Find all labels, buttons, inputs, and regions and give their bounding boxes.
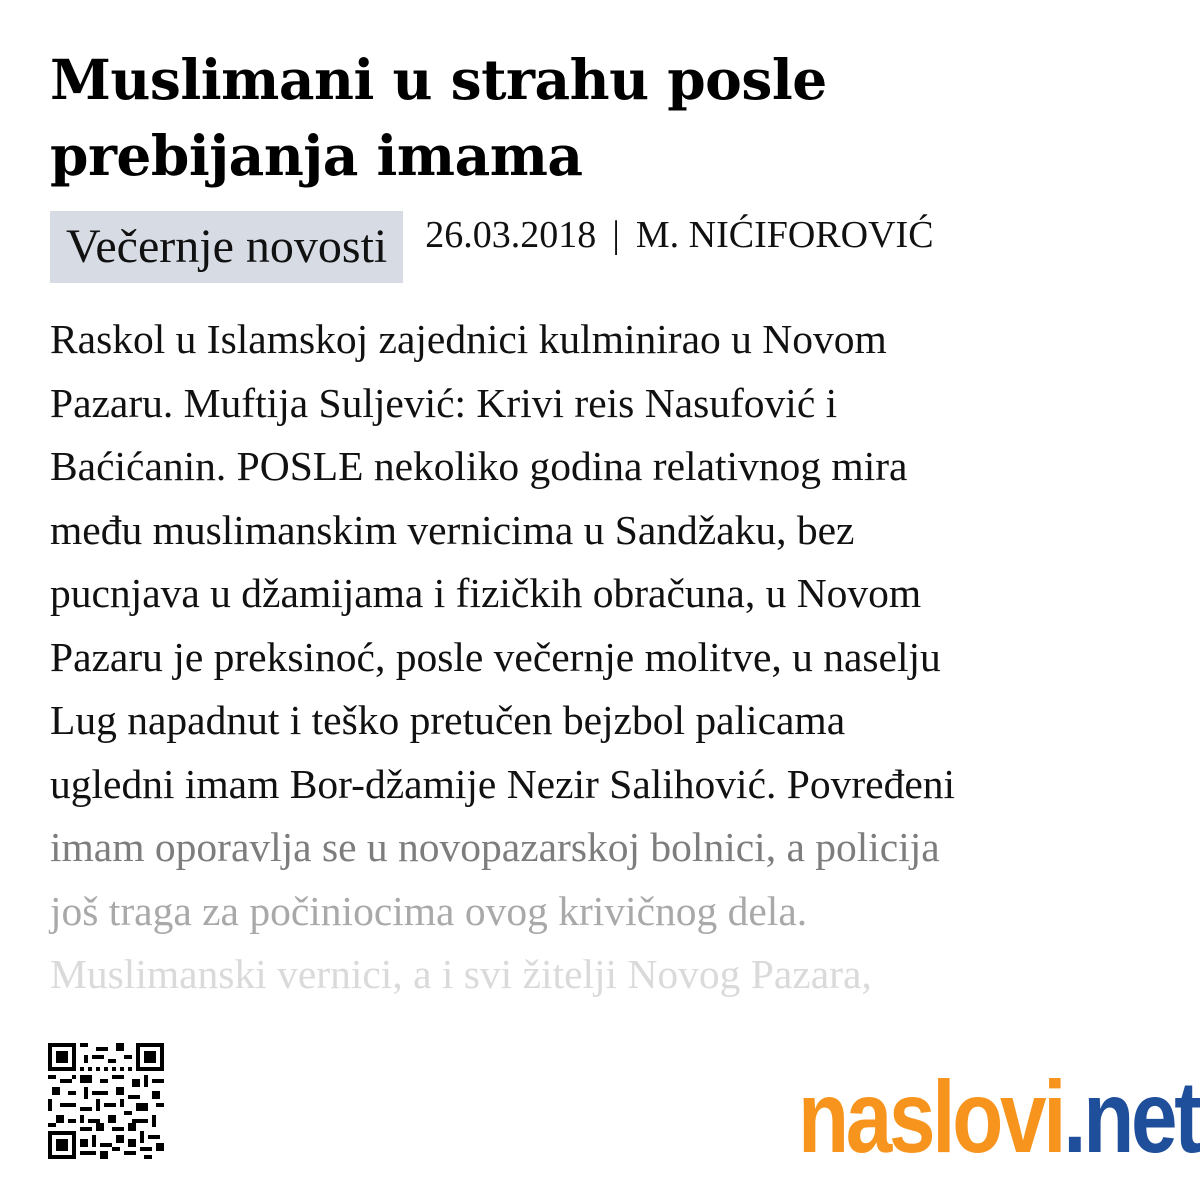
logo-part-net: .net [1063, 1060, 1199, 1174]
body-line: još traga za počiniocima ovog krivičnog dela. [50, 887, 808, 934]
body-line: među muslimanskim vernicima u Sandžaku, bez [50, 506, 855, 553]
body-line: Raskol u Islamskoj zajednici kulminirao u Novom [50, 316, 887, 362]
body-line: imam oporavlja se u novopazarskoj bolnici, a policija [50, 824, 940, 870]
body-line: ugledni imam Bor-džamije Nezir Salihović. Povređeni [50, 760, 956, 807]
body-line: Pazaru. Muftija Suljević: Krivi reis Nasufović i [50, 379, 838, 426]
body-line: pucnjava u džamijama i fizičkih obračuna, u Novom [50, 570, 922, 616]
meta-separator: | [612, 214, 620, 256]
qr-code-icon[interactable] [48, 1040, 164, 1162]
logo-part-naslovi: naslovi [798, 1060, 1064, 1174]
source-badge[interactable]: Večernje novosti [50, 211, 403, 283]
article-body [50, 308, 1160, 1007]
article-date: 26.03.2018 [425, 214, 597, 256]
body-line: Baćićanin. POSLE nekoliko godina relativnog mira [50, 443, 908, 489]
body-line: Lug napadnut i teško pretučen bejzbol palicama [50, 697, 846, 743]
date-author [425, 199, 933, 271]
naslovi-logo[interactable] [798, 1062, 1199, 1172]
article-title: Muslimani u strahu posle prebijanja imama [50, 47, 827, 188]
body-line: Pazaru je preksinoć, posle večernje molitve, u naselju [50, 633, 941, 680]
article-meta [50, 211, 934, 283]
article-author: M. NIĆIFOROVIĆ [635, 214, 934, 256]
body-line: Muslimanski vernici, a i svi žitelji Novog Pazara, [50, 951, 872, 997]
